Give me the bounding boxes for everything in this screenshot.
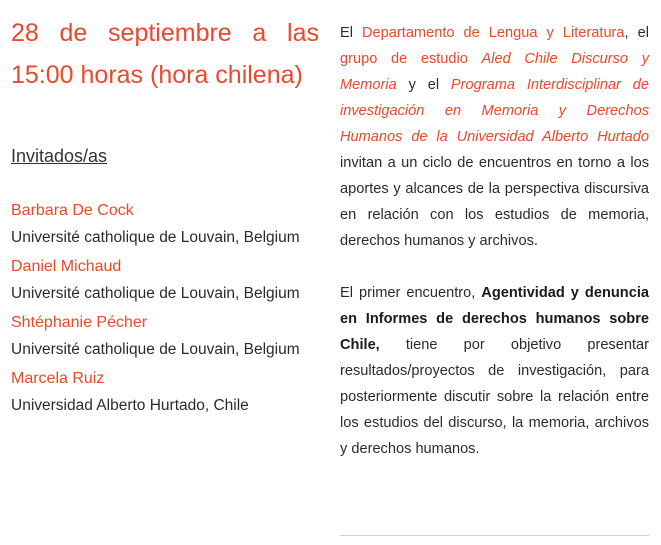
department-link[interactable]: Departamento de Lengua y Literatura	[362, 25, 625, 41]
study-group-link[interactable]: grupo de estudio	[340, 51, 468, 67]
aled-chile-link[interactable]: Aled Chile Discurso y Memoria	[340, 51, 649, 93]
guest-item	[11, 366, 319, 420]
guest-list	[11, 198, 319, 420]
intro-text: , el	[624, 25, 649, 41]
guest-item	[11, 198, 319, 252]
guest-affiliation: Université catholique de Louvain, Belgium	[11, 341, 300, 358]
first-meeting-paragraph	[340, 280, 649, 462]
guest-affiliation: Universidad Alberto Hurtado, Chile	[11, 397, 249, 414]
guest-item	[11, 310, 319, 364]
guest-name: Daniel Michaud	[11, 258, 122, 275]
left-column	[11, 12, 319, 422]
guest-affiliation: Université catholique de Louvain, Belgium	[11, 229, 300, 246]
meeting-text: El primer encuentro,	[340, 285, 482, 301]
guest-affiliation: Université catholique de Louvain, Belgium	[11, 285, 300, 302]
right-column	[340, 20, 649, 462]
intro-text: y el	[396, 77, 451, 93]
guest-name: Shtéphanie Pécher	[11, 314, 148, 331]
guest-name: Barbara De Cock	[11, 202, 134, 219]
intro-text: invitan a un ciclo de encuentros en torno a los aportes y alcances de la perspectiva discursiva en relación con los estudios de memoria, derechos humanos y archivos.	[340, 155, 649, 249]
divider	[340, 535, 649, 536]
intro-paragraph	[340, 20, 649, 254]
meeting-title: Agentividad y denuncia en Informes de derechos humanos sobre Chile,	[340, 285, 649, 353]
intro-text	[468, 51, 482, 67]
guest-name: Marcela Ruiz	[11, 370, 105, 387]
meeting-text: tiene por objetivo presentar resultados/proyectos de investigación, para posteriormente discutir sobre la relación entre los estudios del discurso, la memoria, archivos y derechos humanos.	[340, 337, 649, 457]
guest-item	[11, 254, 319, 308]
event-date: 28 de septiembre a las 15:00 horas (hora chilena)	[11, 19, 319, 89]
guests-heading: Invitados/as	[11, 146, 108, 166]
intro-text: El	[340, 25, 363, 41]
program-link[interactable]: Programa Interdisciplinar de investigación en Memoria y Derechos Humanos de la Universidad Alberto Hurtado	[340, 77, 649, 145]
